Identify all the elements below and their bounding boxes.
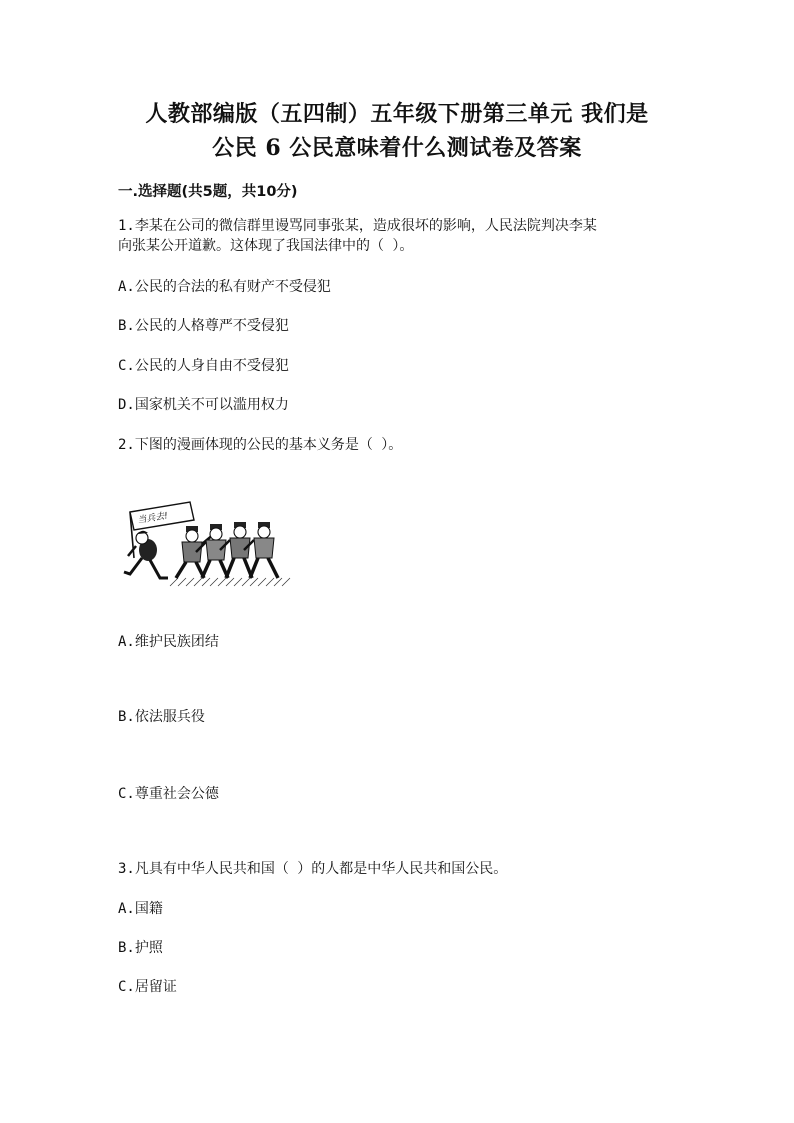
question-2-option-b: B.依法服兵役 [118,709,205,725]
question-1-option-a: A.公民的合法的私有财产不受侵犯 [118,279,331,295]
soldier-enlistment-cartoon [120,498,292,590]
question-2-option-c: C.尊重社会公德 [118,786,219,802]
section-heading-multiple-choice: 一.选择题(共5题，共10分) [118,184,298,200]
question-3-option-c: C.居留证 [118,979,177,995]
question-2-text: 2.下图的漫画体现的公民的基本义务是（ ）。 [118,437,403,453]
lead-figure [124,531,168,578]
question-2-option-a: A.维护民族团结 [118,634,219,650]
banner-text: 当兵去! [136,511,169,526]
question-3-text: 3.凡具有中华人民共和国（ ）的人都是中华人民共和国公民。 [118,861,508,877]
question-3-option-b: B.护照 [118,940,163,956]
document-title-line-1: 人教部编版（五四制）五年级下册第三单元 我们是 [145,101,649,127]
question-3-option-a: A.国籍 [118,901,163,917]
document-title-line-2: 公民 6 公民意味着什么测试卷及答案 [212,135,582,161]
question-1-option-b: B.公民的人格尊严不受侵犯 [118,318,289,334]
question-1-text-line-2: 向张某公开道歉。这体现了我国法律中的（ ）。 [118,238,414,254]
question-1-option-d: D.国家机关不可以滥用权力 [118,397,289,413]
question-1-text-line-1: 1.李某在公司的微信群里谩骂同事张某，造成很坏的影响，人民法院判决李某 [118,218,597,234]
ground-hatching [170,578,290,586]
marching-soldiers [176,522,278,578]
question-1-option-c: C.公民的人身自由不受侵犯 [118,358,289,374]
